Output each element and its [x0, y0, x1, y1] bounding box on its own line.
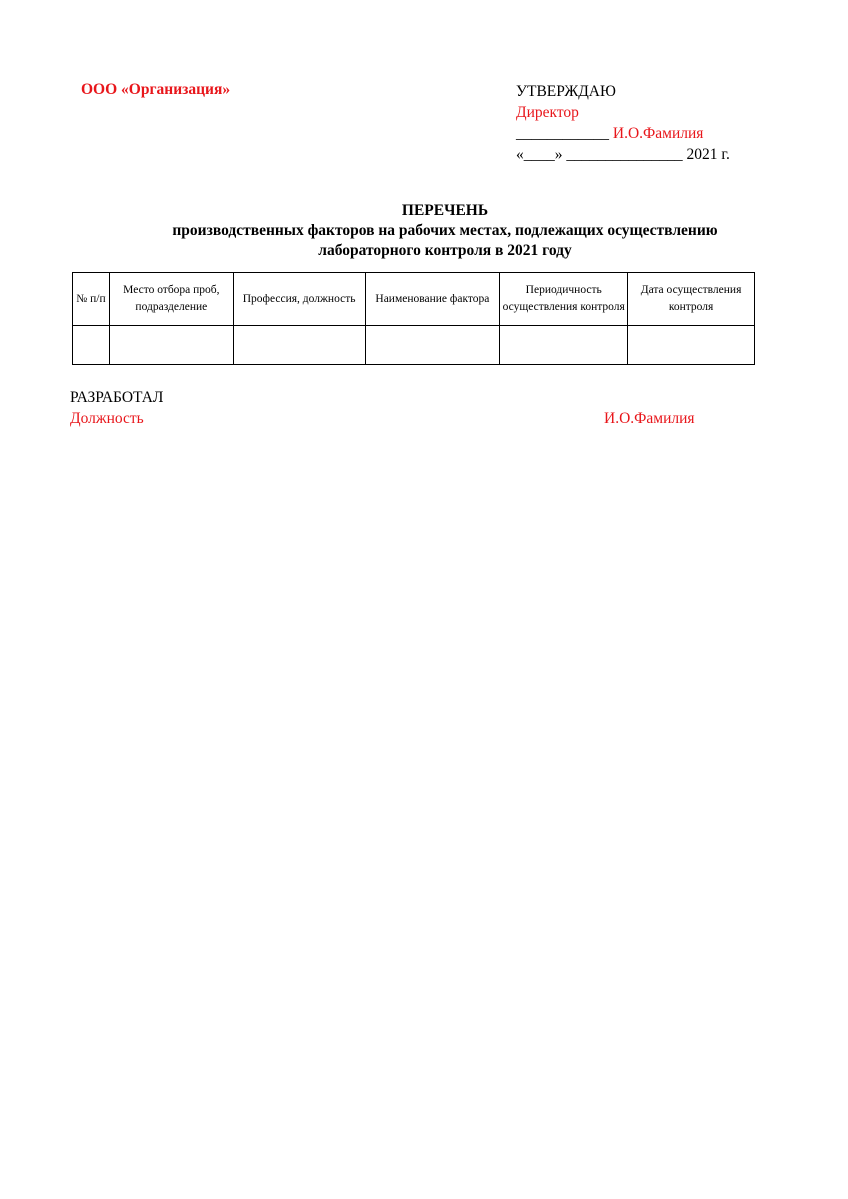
title-line-2: производственных факторов на рабочих местах, подлежащих осуществлению [172, 222, 718, 239]
column-header-factor-name: Наименование фактора [365, 273, 500, 326]
factors-table [72, 272, 755, 365]
table-cell [233, 326, 365, 365]
approver-position: Директор [516, 104, 579, 121]
developer-position: Должность [70, 410, 144, 427]
developer-name: И.О.Фамилия [604, 410, 695, 427]
column-header-profession: Профессия, должность [233, 273, 365, 326]
approve-label: УТВЕРЖДАЮ [516, 83, 616, 100]
table-cell [109, 326, 233, 365]
table-cell [628, 326, 755, 365]
table-cell [73, 326, 110, 365]
organization-name: ООО «Организация» [81, 81, 231, 98]
approval-date-line: «____» _______________ 2021 г. [516, 146, 730, 163]
column-header-periodicity: Периодичность осуществления контроля [500, 273, 628, 326]
title-line-1: ПЕРЕЧЕНЬ [401, 202, 489, 219]
approver-signature-row [516, 123, 730, 144]
table-cell [365, 326, 500, 365]
table-row [73, 326, 755, 365]
table-cell [500, 326, 628, 365]
approval-block [516, 81, 730, 165]
column-header-control-date: Дата осуществления контроля [628, 273, 755, 326]
title-line-3: лабораторного контроля в 2021 году [318, 242, 572, 259]
column-header-sampling-place: Место отбора проб, подразделение [109, 273, 233, 326]
approver-name: И.О.Фамилия [612, 125, 704, 142]
column-header-number: № п/п [73, 273, 110, 326]
table-header-row [73, 273, 755, 326]
developed-label: РАЗРАБОТАЛ [70, 389, 164, 406]
signature-line: ____________ [516, 125, 609, 142]
document-title [70, 201, 820, 261]
